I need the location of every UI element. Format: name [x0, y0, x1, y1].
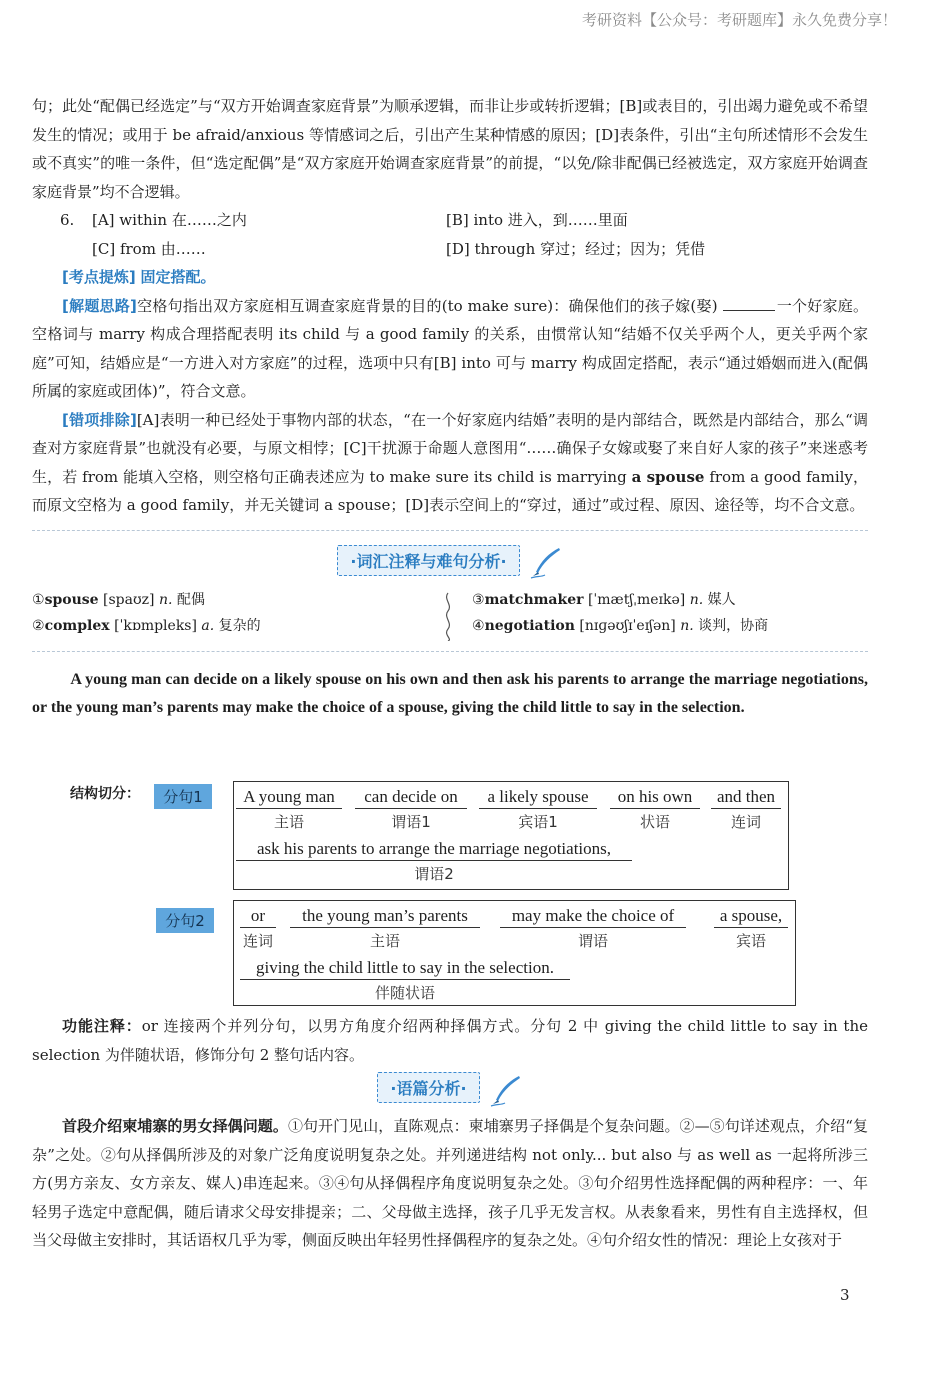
- divider: [32, 651, 868, 652]
- kaodian-section: [32, 263, 868, 292]
- clause1-seg: can decide on 谓语1: [355, 786, 467, 835]
- jieti-text-2: 一个好家庭。空格词与 marry 构成合理搭配表明 its child 与 a good family 的关系，由惯常认知“结婚不仅关乎两个人，更关乎两个家庭”可知，结婚应是“一方进入对方家庭”的过程，选项中只有[B] into 可与 marry 构成固定搭配，表示“通过婚姻而进入(配偶所属的家庭或团体)”，符合文意。: [32, 296, 868, 400]
- discourse-title: ·语篇分析·: [377, 1072, 479, 1103]
- vocab-pos: n.: [689, 591, 704, 608]
- vocab-word: spouse: [44, 591, 99, 608]
- difficult-sentence: A young man can decide on a likely spouse on his own and then ask his parents to arrange the marriage negotiations, or the young man’s parents may make the choice of a spouse, giving the child little to say in the selection.: [32, 670, 868, 716]
- function-note-text: or 连接两个并列分句，以男方角度介绍两种择偶方式。分句 2 中 giving the child little to say in the selection 为伴随状语，修饰分句 2 整句话内容。: [32, 1017, 868, 1064]
- vocab-meaning: 媒人: [707, 591, 736, 608]
- vocab-phonetic: [nɪɡəʊʃɪˈeɪʃən]: [579, 617, 676, 634]
- vocab-list: [32, 587, 868, 643]
- quill-pen-icon: [529, 545, 563, 579]
- clause2-seg: or 连词: [240, 905, 276, 954]
- structure-label: 结构切分：: [70, 786, 140, 802]
- question-options: [32, 206, 868, 263]
- clause1-tag: 分句1: [154, 784, 212, 809]
- option-c: [C] from 由……: [92, 239, 206, 258]
- clause1-seg: and then 连词: [711, 786, 781, 835]
- option-d: [D] through 穿过；经过；因为；凭借: [446, 239, 706, 258]
- vocab-num: ④: [472, 617, 485, 634]
- quill-pen-icon: [489, 1073, 523, 1107]
- clause2-line2: giving the child little to say in the selection. 伴随状语: [240, 957, 570, 1006]
- clause2-box: [233, 900, 796, 1006]
- clause1-seg: a likely spouse 宾语1: [479, 786, 597, 835]
- vocab-pos: n.: [680, 617, 694, 634]
- clause1-box: [233, 781, 789, 890]
- vocab-meaning: 配偶: [176, 591, 205, 608]
- vocab-word: complex: [44, 617, 110, 634]
- discourse-banner: [32, 1072, 868, 1107]
- clause2-seg: may make the choice of 谓语: [500, 905, 686, 954]
- question-number: 6.: [60, 211, 75, 229]
- discourse-analysis: [32, 1112, 868, 1255]
- jieti-text-1: 空格句指出双方家庭相互调查家庭背景的目的(to make sure)：确保他们的孩子嫁(娶): [136, 296, 718, 315]
- cuoxiang-section: [32, 406, 868, 520]
- kaodian-label: [考点提炼]: [62, 268, 136, 286]
- discourse-text: ①句开门见山，直陈观点：柬埔寨男子择偶是个复杂问题。②—⑤句详述观点，介绍“复杂”之处。②句从择偶所涉及的对象广泛角度说明复杂之处。并列递进结构 not only... but also 与 as well as 一起将所涉三方(男方亲友、女方亲友、媒人)串连起来。③④句从择偶程序角度说明复杂之处。③句介绍男性选择配偶的两种程序：一、年轻男子选定中意配偶，随后请求父母安排提亲；二、父母做主选择，孩子几乎无发言权。从表象看来，男性有自主选择权，但当父母做主安排时，其话语权几乎为零，侧面反映出年轻男性择偶程序的复杂之处。④句介绍女性的情况：理论上女孩对于: [32, 1117, 868, 1249]
- divider: [32, 530, 868, 531]
- cuoxiang-text-2: from a good family，而原文空格为 a good family，并无关键词 a spouse；[D]表示空间上的“穿过，通过”或过程、原因、途径等，均不合文意。: [32, 467, 869, 514]
- answer-blank: [723, 296, 775, 311]
- clause1-line2: ask his parents to arrange the marriage negotiations, 谓语2: [236, 838, 632, 887]
- option-b: [B] into 进入，到……里面: [446, 211, 628, 229]
- vocab-item: [472, 613, 768, 639]
- clause1-seg: A young man 主语: [236, 786, 342, 835]
- vocab-meaning: 谈判，协商: [698, 617, 769, 634]
- vocab-separator-icon: [442, 591, 454, 641]
- jieti-label: [解题思路]: [62, 296, 137, 315]
- vocab-item: [472, 587, 736, 613]
- option-a: [A] within 在……之内: [92, 211, 247, 229]
- vocab-item: [32, 587, 205, 613]
- watermark: 考研资料【公众号：考研题库】永久免费分享！: [582, 11, 898, 29]
- vocab-num: ②: [32, 617, 45, 634]
- vocab-pos: n.: [158, 591, 173, 608]
- vocab-pos: a.: [201, 617, 215, 634]
- vocab-title: ·词汇注释与难句分析·: [337, 545, 519, 576]
- vocab-item: [32, 613, 261, 639]
- page-number: 3: [840, 1286, 850, 1304]
- cuoxiang-bold: a spouse: [631, 467, 705, 486]
- clause2-seg: the young man’s parents 主语: [290, 905, 480, 954]
- vocab-banner: [32, 545, 868, 579]
- vocab-meaning: 复杂的: [218, 617, 261, 634]
- vocab-phonetic: [ˈmætʃˌmeɪkə]: [587, 591, 686, 608]
- cuoxiang-text-1: [A]表明一种已经处于事物内部的状态，“在一个好家庭内结婚”表明的是内部结合，既然是内部结合，那么“调查对方家庭背景”也就没有必要，与原文相悖；[C]干扰源于命题人意图用“……确保子女嫁或娶了来自好人家的孩子”来迷惑考生，若 from 能填入空格，则空格句正确表述应为 to make sure its child is marrying: [32, 410, 869, 486]
- clause2-tag: 分句2: [156, 908, 214, 933]
- vocab-num: ①: [32, 591, 45, 608]
- clause1-seg: on his own 状语: [610, 786, 700, 835]
- intro-paragraph: 句；此处“配偶已经选定”与“双方开始调查家庭背景”为顺承逻辑，而非让步或转折逻辑；[B]或表目的，引出竭力避免或不希望发生的情况；或用于 be afraid/anxious 等情感词之后，引出产生某种情感的原因；[D]表条件，引出“主句所述情形不会发生或不真实”的唯一条件，但“选定配偶”是“双方家庭开始调查家庭背景”的前提，“以免/除非配偶已经被选定，双方家庭开始调查家庭背景”均不合逻辑。: [32, 97, 868, 201]
- page-content: [32, 92, 868, 723]
- discourse-lead: 首段介绍柬埔寨的男女择偶问题。: [62, 1117, 288, 1135]
- function-note-label: 功能注释：: [62, 1017, 142, 1035]
- vocab-word: negotiation: [484, 617, 575, 634]
- vocab-phonetic: [ˈkɒmpleks]: [114, 617, 197, 634]
- vocab-num: ③: [472, 591, 485, 608]
- jieti-section: [32, 292, 868, 406]
- vocab-phonetic: [spaʊz]: [103, 591, 155, 608]
- function-note: [32, 1012, 868, 1069]
- kaodian-text: 固定搭配。: [140, 268, 216, 286]
- clause2-seg: a spouse, 宾语: [714, 905, 788, 954]
- vocab-word: matchmaker: [484, 591, 584, 608]
- cuoxiang-label: [错项排除]: [62, 410, 137, 429]
